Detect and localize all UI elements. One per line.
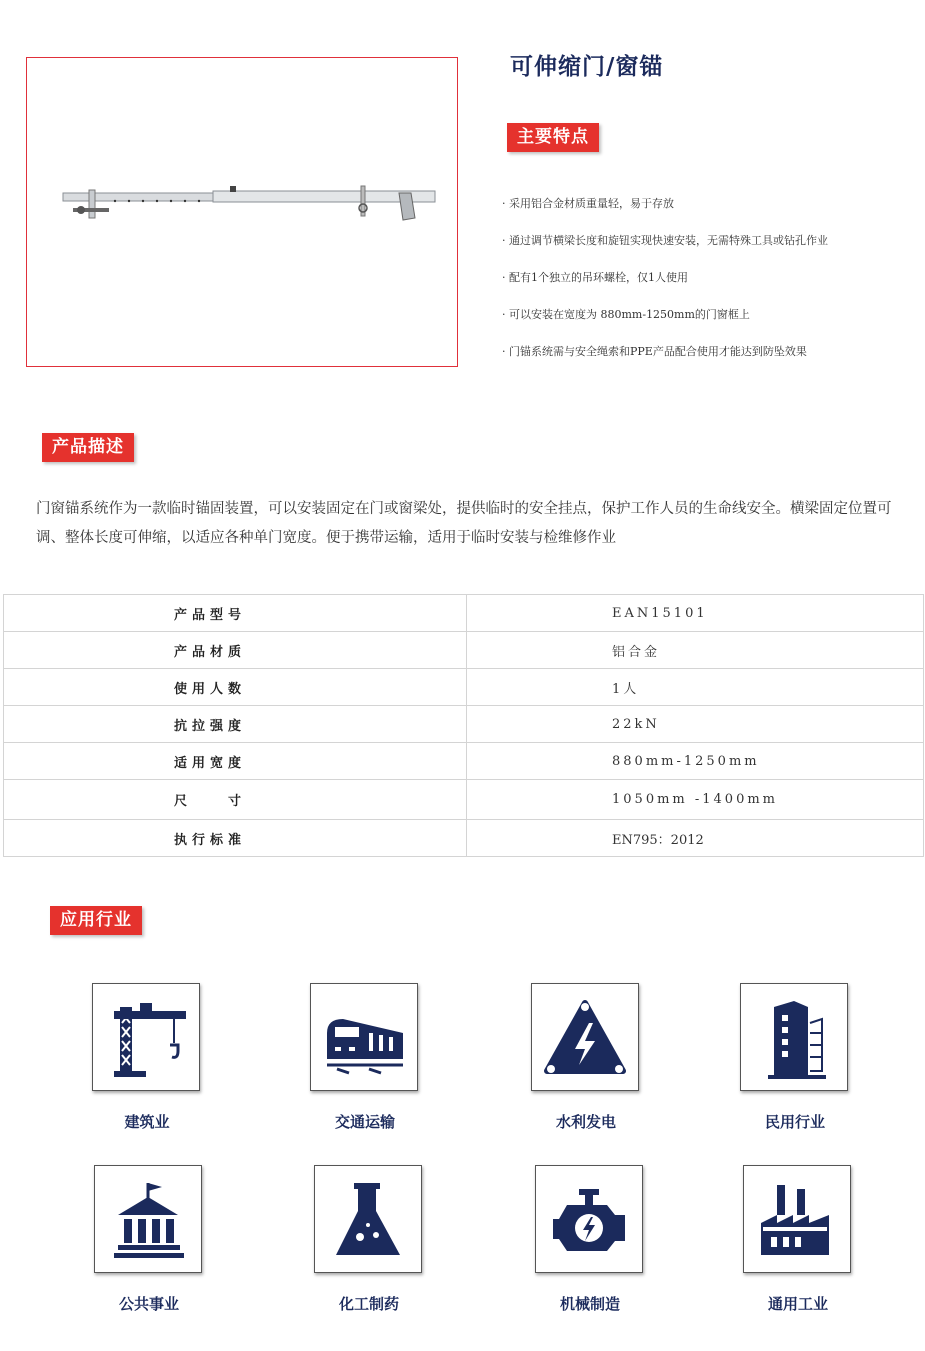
- spec-key: 使用人数: [4, 669, 467, 706]
- industry-construction: [92, 983, 202, 1132]
- spec-key: 产品型号: [4, 595, 467, 632]
- industry-label: 通用工业: [767, 1295, 828, 1313]
- feature-item: · 采用铝合金材质重量轻，易于存放: [502, 197, 674, 210]
- industries-heading: 应用行业: [50, 906, 142, 935]
- feature-item: · 门锚系统需与安全绳索和PPE产品配合使用才能达到防坠效果: [502, 345, 807, 358]
- feature-item: · 可以安装在宽度为 880mm-1250mm的门窗框上: [502, 308, 750, 321]
- building-icon: [750, 993, 838, 1081]
- spec-key: 执行标准: [4, 820, 467, 857]
- industry-public: [94, 1165, 204, 1314]
- spec-value: EAN15101: [467, 595, 924, 632]
- spec-key: 尺 寸: [4, 780, 467, 820]
- industry-label: 机械制造: [559, 1295, 620, 1313]
- flask-icon: [324, 1175, 412, 1263]
- industry-label: 民用行业: [764, 1113, 825, 1131]
- description-text: 门窗锚系统作为一款临时锚固装置，可以安装固定在门或窗梁处，提供临时的安全挂点，保护工作人员的生命线安全。横梁固定位置可调、整体长度可伸缩，以适应各种单门宽度。便于携带运输，适用于临时安装与检维修作业: [36, 501, 892, 546]
- spec-key: 适用宽度: [4, 743, 467, 780]
- table-row: [4, 743, 924, 780]
- industry-label: 建筑业: [124, 1113, 170, 1131]
- industry-machinery: [535, 1165, 645, 1314]
- industry-general: [743, 1165, 853, 1314]
- door-anchor-illustration: [27, 58, 457, 366]
- industry-civil: [740, 983, 850, 1132]
- spec-key: 产品材质: [4, 632, 467, 669]
- spec-value: EN795：2012: [467, 820, 924, 857]
- spec-value: 铝合金: [467, 632, 924, 669]
- table-row: [4, 820, 924, 857]
- table-row: [4, 780, 924, 820]
- train-icon: [319, 993, 409, 1081]
- table-row: [4, 632, 924, 669]
- crane-icon: [102, 993, 190, 1081]
- high-voltage-icon: [537, 993, 633, 1081]
- table-row: [4, 595, 924, 632]
- industry-chemical: [314, 1165, 424, 1314]
- industry-label: 化工制药: [338, 1295, 399, 1313]
- table-row: [4, 706, 924, 743]
- feature-item: · 配有1个独立的吊环螺栓，仅1人使用: [502, 271, 688, 284]
- product-image: [26, 57, 458, 367]
- spec-table: [3, 594, 924, 857]
- table-row: [4, 669, 924, 706]
- engine-icon: [545, 1175, 633, 1263]
- industry-hydropower: [531, 983, 641, 1132]
- industry-label: 水利发电: [555, 1113, 616, 1131]
- industry-label: 公共事业: [118, 1295, 179, 1313]
- spec-value: 22kN: [467, 706, 924, 743]
- feature-item: · 通过调节横梁长度和旋钮实现快速安装，无需特殊工具或钻孔作业: [502, 234, 828, 247]
- industry-transport: [310, 983, 420, 1132]
- factory-icon: [753, 1175, 841, 1263]
- spec-key: 抗拉强度: [4, 706, 467, 743]
- features-heading: 主要特点: [507, 123, 599, 152]
- spec-value: 1050mm -1400mm: [467, 780, 924, 820]
- public-building-icon: [104, 1175, 192, 1263]
- spec-value: 1人: [467, 669, 924, 706]
- spec-value: 880mm-1250mm: [467, 743, 924, 780]
- industry-label: 交通运输: [334, 1113, 395, 1131]
- description-heading: 产品描述: [42, 433, 134, 462]
- product-title: 可伸缩门/窗锚: [510, 54, 664, 80]
